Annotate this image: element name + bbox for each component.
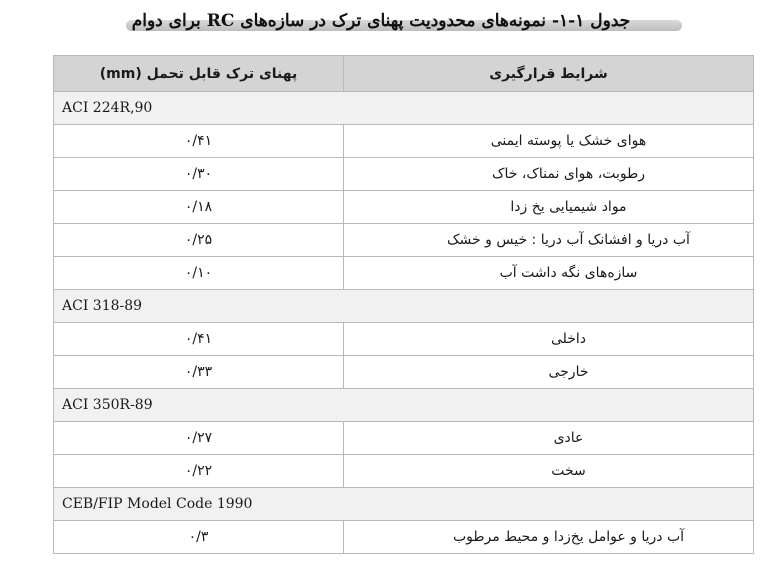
crack-width-value: ۰/۳ bbox=[54, 521, 344, 554]
condition-text: آب دریا و افشانک آب دریا : خیس و خشک bbox=[344, 224, 754, 257]
condition-text: خارجی bbox=[344, 356, 754, 389]
group-row bbox=[54, 92, 754, 125]
condition-text: عادی bbox=[344, 422, 754, 455]
condition-text: سخت bbox=[344, 455, 754, 488]
table-row bbox=[54, 323, 754, 356]
table-row bbox=[54, 125, 754, 158]
crack-width-value: ۰/۲۲ bbox=[54, 455, 344, 488]
table-row bbox=[54, 257, 754, 290]
crack-width-value: ۰/۳۳ bbox=[54, 356, 344, 389]
condition-text: سازه‌های نگه داشت آب bbox=[344, 257, 754, 290]
crack-width-value: ۰/۴۱ bbox=[54, 125, 344, 158]
condition-text: مواد شیمیایی یخ زدا bbox=[344, 191, 754, 224]
table-caption-area bbox=[0, 6, 762, 40]
header-crack-width: پهنای ترک قابل تحمل (mm) bbox=[54, 56, 344, 92]
crack-width-value: ۰/۲۵ bbox=[54, 224, 344, 257]
group-code: ACI 318-89 bbox=[54, 290, 754, 323]
group-row bbox=[54, 290, 754, 323]
table-row bbox=[54, 191, 754, 224]
group-code: ACI 224R,90 bbox=[54, 92, 754, 125]
table-row bbox=[54, 455, 754, 488]
crack-width-value: ۰/۱۰ bbox=[54, 257, 344, 290]
table-row bbox=[54, 356, 754, 389]
crack-width-value: ۰/۴۱ bbox=[54, 323, 344, 356]
condition-text: هوای خشک یا پوسته ایمنی bbox=[344, 125, 754, 158]
crack-width-value: ۰/۲۷ bbox=[54, 422, 344, 455]
condition-text: آب دریا و عوامل یخ‌زدا و محیط مرطوب bbox=[344, 521, 754, 554]
crack-width-table bbox=[53, 55, 754, 554]
table-row bbox=[54, 422, 754, 455]
table-row bbox=[54, 521, 754, 554]
crack-width-value: ۰/۳۰ bbox=[54, 158, 344, 191]
table-row bbox=[54, 158, 754, 191]
crack-width-value: ۰/۱۸ bbox=[54, 191, 344, 224]
table-row bbox=[54, 224, 754, 257]
table-caption: جدول ۱-۱- نمونه‌های محدودیت پهنای ترک در سازه‌های RC برای دوام bbox=[131, 11, 631, 31]
group-row bbox=[54, 389, 754, 422]
group-code: ACI 350R-89 bbox=[54, 389, 754, 422]
condition-text: رطوبت، هوای نمناک، خاک bbox=[344, 158, 754, 191]
header-conditions: شرایط قرارگیری bbox=[344, 56, 754, 92]
group-row bbox=[54, 488, 754, 521]
condition-text: داخلی bbox=[344, 323, 754, 356]
header-row bbox=[54, 56, 754, 92]
group-code: CEB/FIP Model Code 1990 bbox=[54, 488, 754, 521]
